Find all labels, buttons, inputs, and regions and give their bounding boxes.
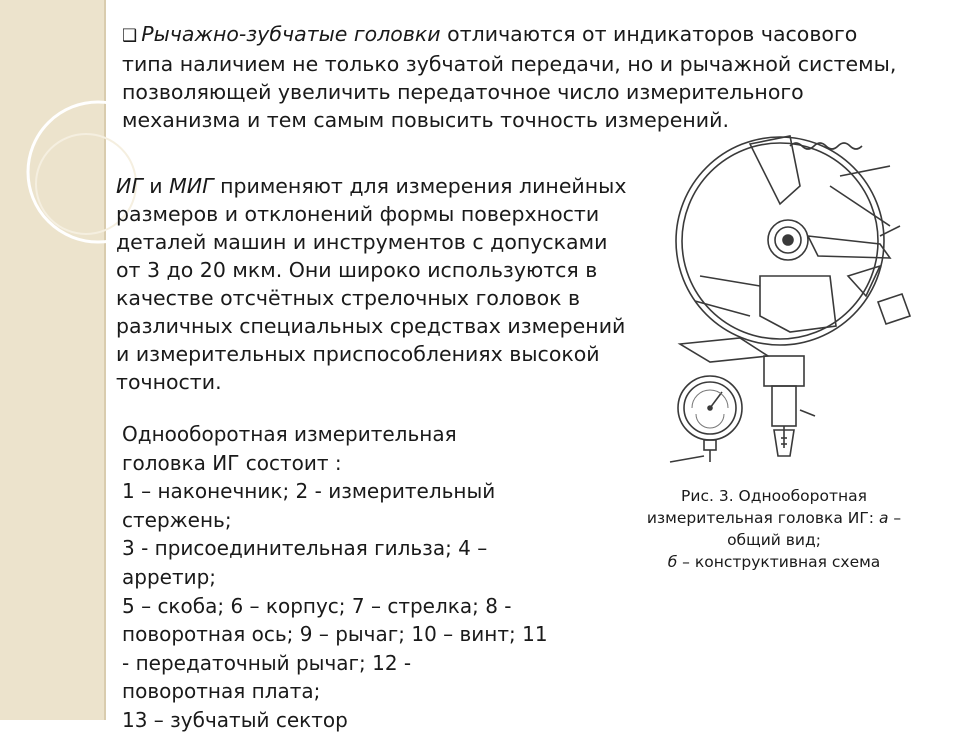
- components-line: 13 – зубчатый сектор: [122, 707, 348, 732]
- components-line: 1 – наконечник; 2 - измерительный: [122, 479, 496, 504]
- usage-paragraph: [116, 172, 636, 396]
- caption-line-1: Рис. 3. Однооборотная: [681, 487, 867, 505]
- components-line: арретир;: [122, 564, 217, 589]
- caption-line-4-text: – конструктивная схема: [677, 553, 881, 571]
- term-lever-gear-heads: Рычажно-зубчатые головки: [141, 22, 441, 46]
- checkbox-bullet-icon: ❑: [122, 26, 138, 46]
- conjunction: и: [142, 174, 170, 198]
- intro-paragraph: [122, 20, 902, 134]
- term-mig: МИГ: [169, 174, 214, 198]
- caption-letter-a: а: [878, 509, 889, 527]
- components-line: - передаточный рычаг; 12 -: [122, 650, 412, 675]
- term-ig: ИГ: [116, 174, 143, 198]
- caption-line-2: [606, 507, 942, 529]
- measuring-head-figure: [640, 126, 940, 486]
- figure-caption: [606, 485, 942, 573]
- components-line: Однооборотная измерительная: [122, 422, 457, 446]
- components-line: поворотная плата;: [122, 679, 321, 704]
- caption-line-3: общий вид;: [727, 531, 821, 549]
- components-list: [122, 420, 572, 735]
- components-line: поворотная ось; 9 – рычаг; 10 – винт; 11: [122, 622, 548, 647]
- usage-text: применяют для измерения линейных размеров и отклонений формы поверхности деталей машин и инструментов с допусками от 3 до 20 мкм. Они широко используются в качестве отсчётных стрелочных головок в различных специальных средствах измерений и измерительных приспособлениях высокой точности.: [116, 174, 627, 394]
- components-line: 5 – скоба; 6 – корпус; 7 – стрелка; 8 -: [122, 593, 512, 618]
- caption-line-2-text: измерительная головка ИГ:: [646, 509, 879, 527]
- components-line: стержень;: [122, 507, 232, 532]
- caption-dash: –: [888, 509, 902, 527]
- intro-text: отличаются от индикаторов часового типа наличием не только зубчатой передачи, но и рычажной системы, позволяющей увеличить передаточное число измерительного механизма и тем самым повысить точность измерений.: [122, 22, 897, 132]
- components-line: головка ИГ состоит :: [122, 450, 342, 475]
- caption-line-4: [606, 551, 942, 573]
- components-line: 3 - присоединительная гильза; 4 –: [122, 536, 488, 561]
- caption-letter-b: б: [667, 553, 678, 571]
